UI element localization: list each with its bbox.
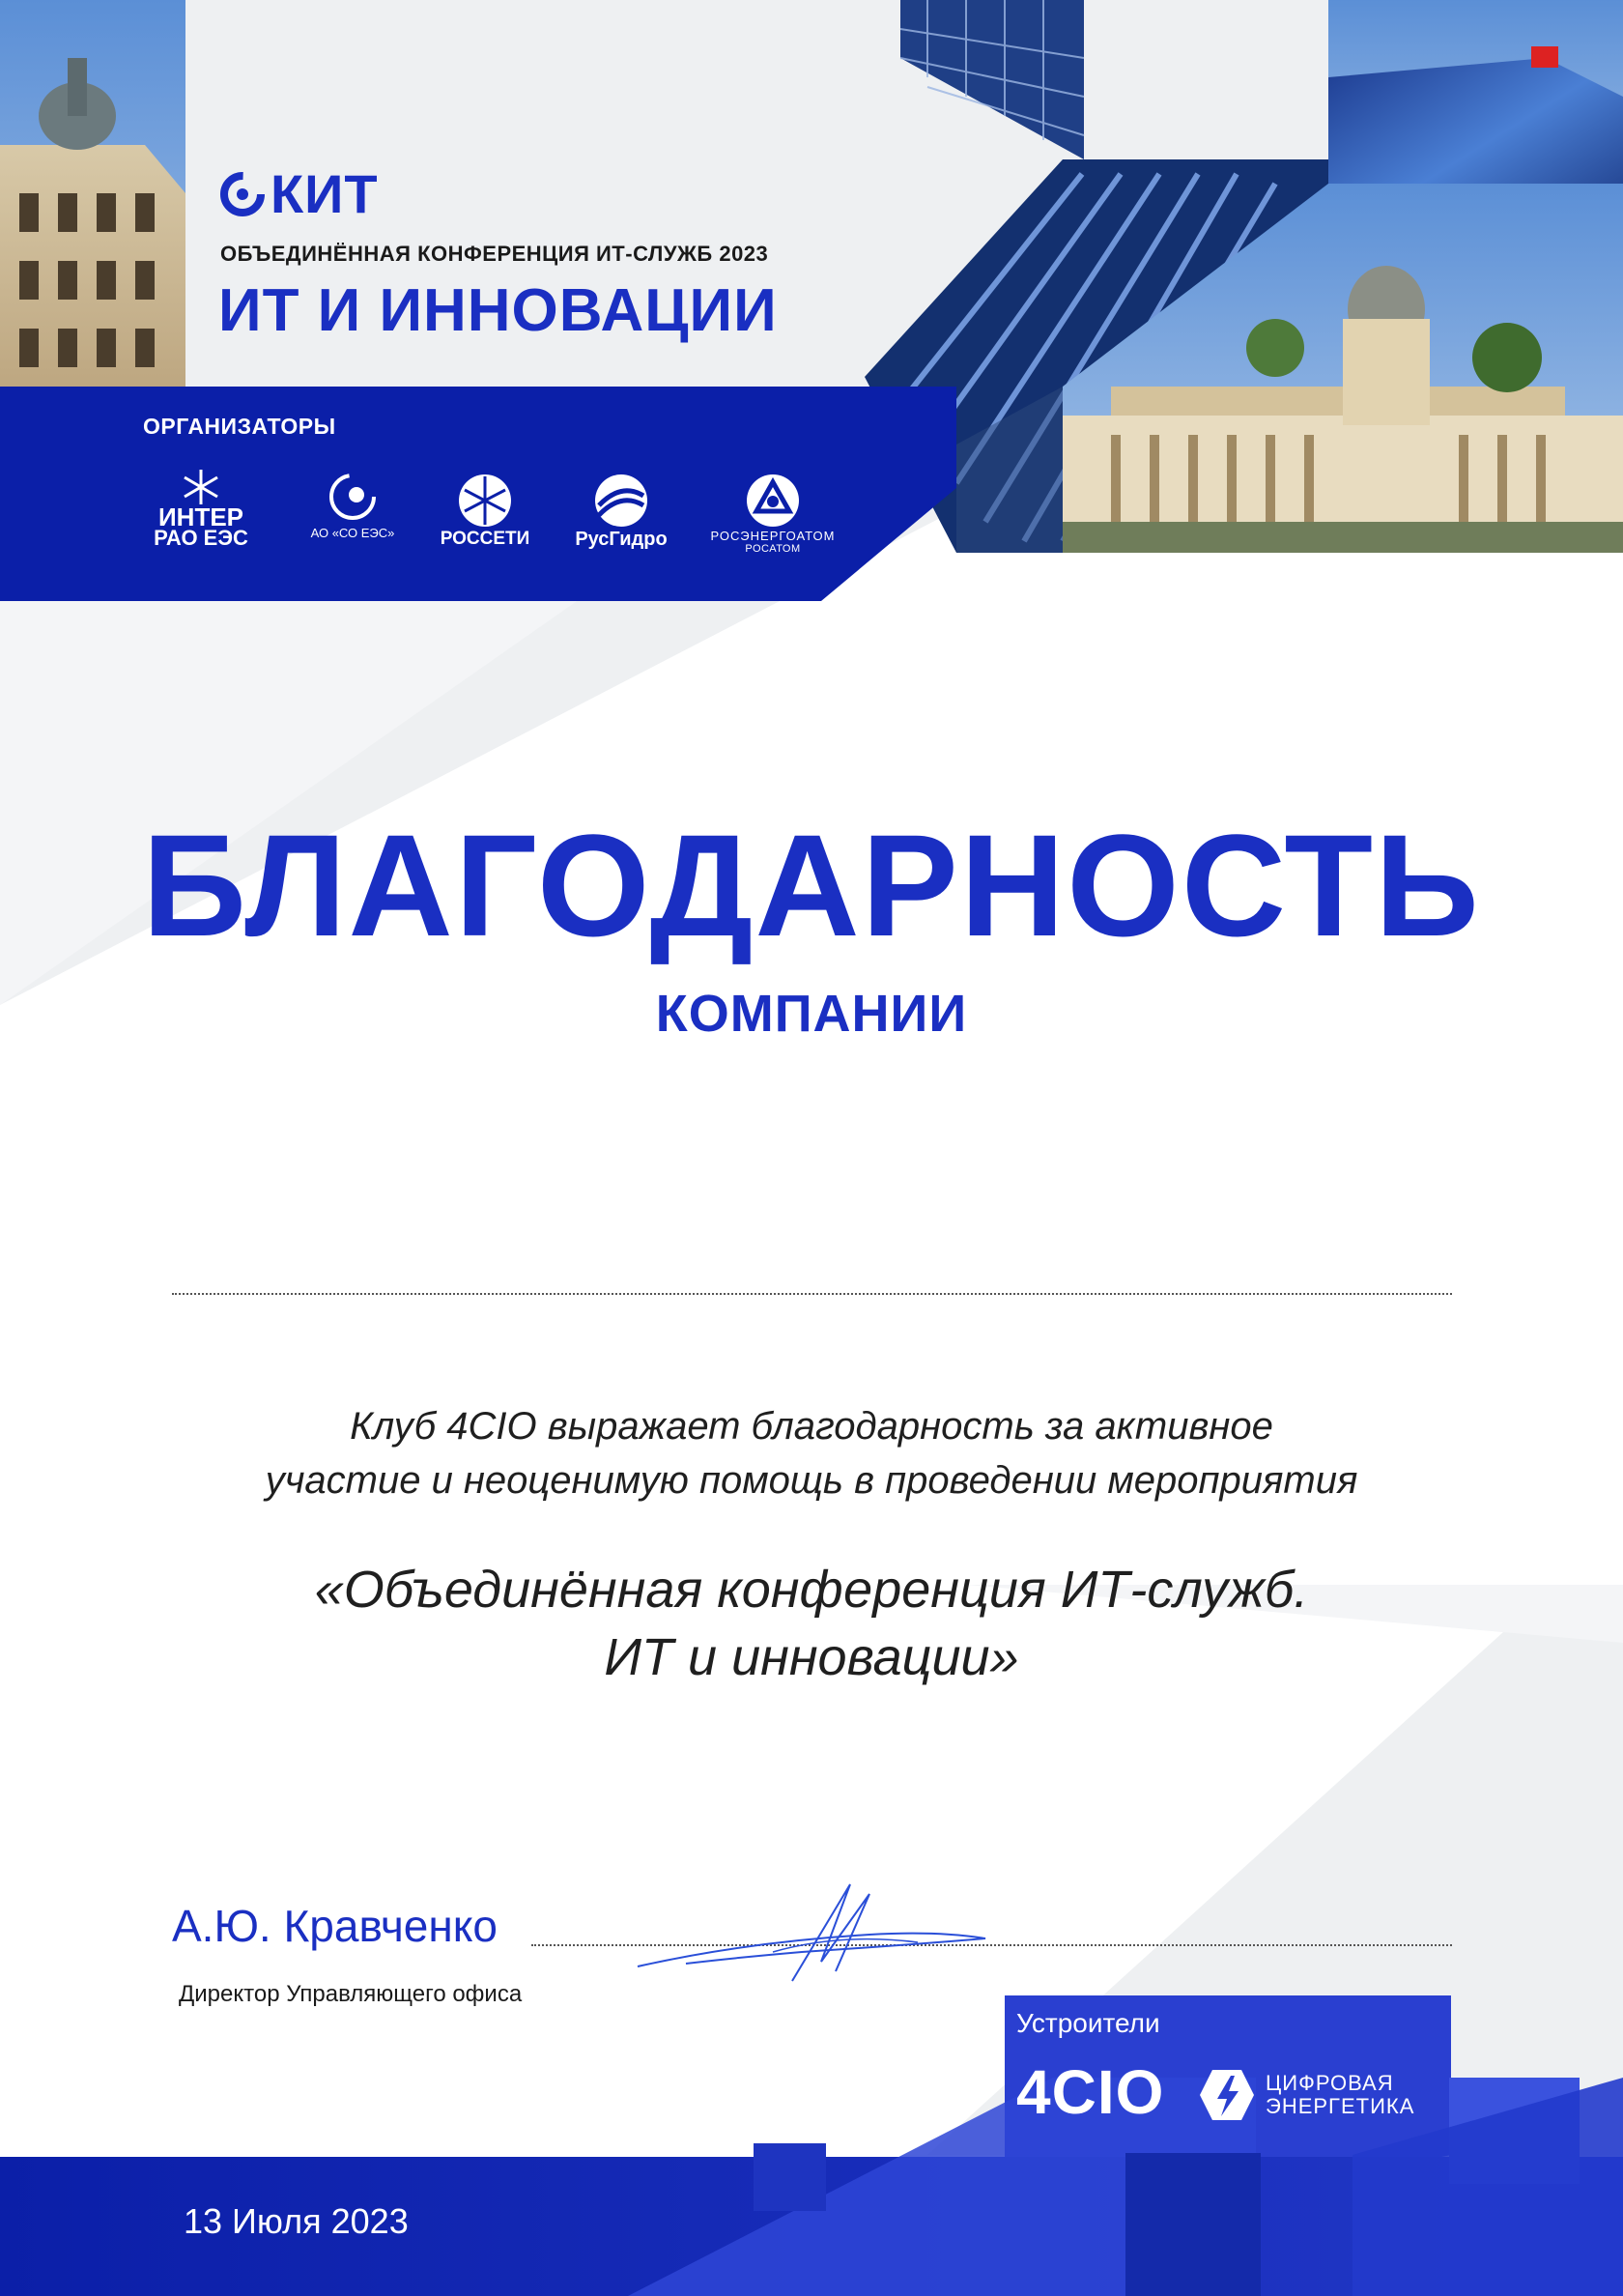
- inter-rao-line1: ИНТЕР: [157, 502, 244, 531]
- event-name: [0, 1556, 1623, 1691]
- certificate-title: БЛАГОДАРНОСТЬ: [142, 804, 1481, 966]
- rushydro-label: РусГидро: [575, 529, 668, 550]
- rosseti-icon: [457, 473, 513, 529]
- digital-energy-line2: ЭНЕРГЕТИКА: [1266, 2094, 1415, 2118]
- event-name-line1: «Объединённая конференция ИТ-служб.: [314, 1561, 1309, 1619]
- kit-logo: [220, 162, 379, 225]
- logo-4cio: 4CIO: [1016, 2057, 1165, 2127]
- signer-role: Директор Управляющего офиса: [179, 1981, 523, 2007]
- rosenergoatom-logo: [700, 473, 845, 555]
- inter-rao-icon: [177, 468, 225, 506]
- conference-subtitle: ОБЪЕДИНЁННАЯ КОНФЕРЕНЦИЯ ИТ-СЛУЖБ 2023: [220, 242, 769, 266]
- rushydro-logo: [568, 473, 674, 551]
- rosseti-logo: [437, 473, 533, 550]
- rushydro-icon: [593, 473, 649, 529]
- certificate-subtitle: КОМПАНИИ: [655, 985, 968, 1043]
- rosenergoatom-label: РОСЭНЕРГОАТОМ: [710, 529, 836, 543]
- lightning-icon: [1198, 2066, 1256, 2124]
- organizers-heading: ОРГАНИЗАТОРЫ: [143, 414, 336, 439]
- inter-rao-logo: [153, 468, 249, 549]
- certificate-date: 13 Июля 2023: [184, 2201, 409, 2241]
- so-ees-label: АО «СО ЕЭС»: [310, 526, 395, 540]
- rosseti-label: РОССЕТИ: [440, 529, 530, 549]
- digital-energy-text: [1266, 2072, 1414, 2118]
- rosatom-icon: [745, 473, 801, 529]
- rosatom-label: РОСАТОМ: [745, 543, 801, 555]
- so-ees-logo: [299, 468, 406, 540]
- thanks-text-line1: Клуб 4CIO выражает благодарность за активное: [350, 1405, 1273, 1448]
- handwritten-signature: [628, 1875, 995, 1991]
- inter-rao-line2: РАО ЕЭС: [154, 526, 248, 550]
- company-name-line: [172, 1293, 1452, 1295]
- kit-logo-icon: [220, 172, 265, 216]
- organizers-logos: [145, 468, 850, 574]
- digital-energy-line1: ЦИФРОВАЯ: [1266, 2071, 1394, 2095]
- thanks-text: [0, 1399, 1623, 1507]
- thanks-text-line2: участие и неоценимую помощь в проведении мероприятия: [265, 1459, 1358, 1502]
- event-name-line2: ИТ и инновации»: [604, 1628, 1019, 1686]
- signer-name: А.Ю. Кравченко: [172, 1901, 498, 1951]
- kit-logo-text: КИТ: [270, 163, 379, 224]
- so-ees-icon: [326, 468, 380, 526]
- founders-label: Устроители: [1016, 2008, 1160, 2038]
- logo-digital-energy: [1198, 2066, 1414, 2124]
- conference-title: ИТ И ИННОВАЦИИ: [218, 277, 778, 344]
